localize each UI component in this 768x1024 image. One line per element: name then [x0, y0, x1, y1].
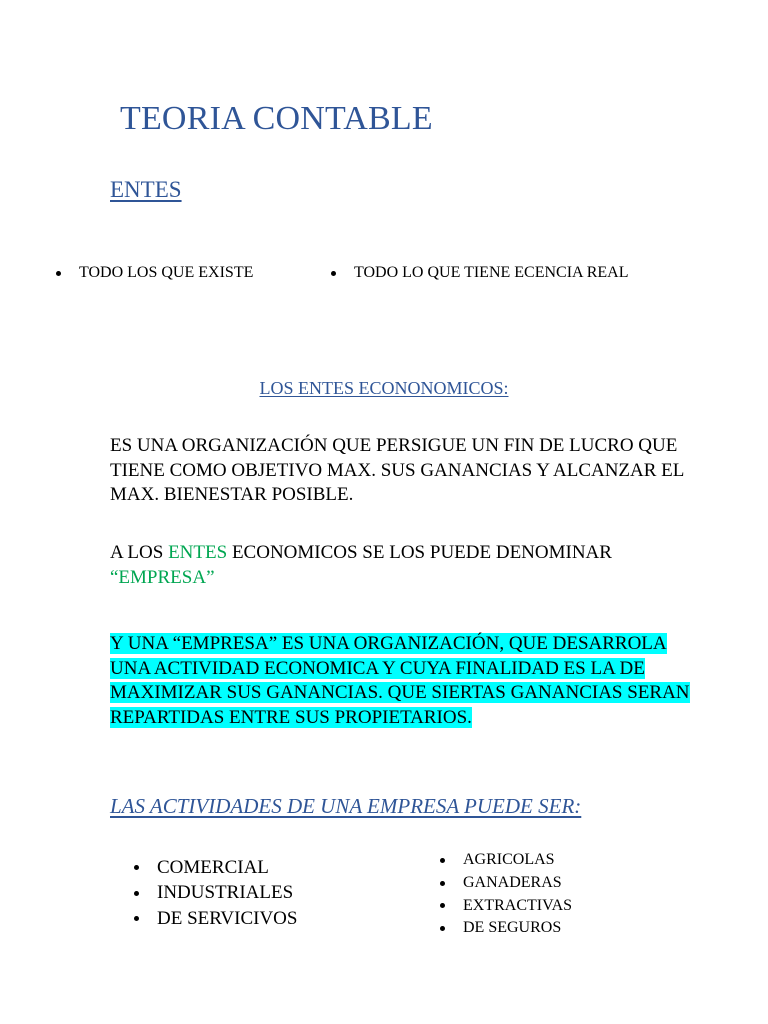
- highlighted-text: Y UNA “EMPRESA” ES UNA ORGANIZACIÓN, QUE DESARROLA UNA ACTIVIDAD ECONOMICA Y CUYA FINALIDAD ES LA DE MAXIMIZAR SUS GANANCIAS. QUE SIERTAS GANANCIAS SERAN REPARTIDAS ENTRE SUS PROPIETARIOS.: [110, 633, 690, 728]
- list-item: INDUSTRIALES: [134, 881, 297, 907]
- activities-list-right: [440, 849, 572, 940]
- highlighted-paragraph: [110, 632, 690, 730]
- definition-text: TODO LO QUE TIENE ECENCIA REAL: [354, 264, 629, 281]
- bullet-icon: [134, 865, 139, 870]
- bullet-icon: [56, 271, 61, 276]
- green-term-empresa: “EMPRESA”: [110, 566, 215, 588]
- activities-list-left: [134, 855, 297, 932]
- empresa-paragraph: [110, 541, 690, 590]
- activities-heading: LAS ACTIVIDADES DE UNA EMPRESA PUEDE SER:: [110, 794, 582, 818]
- bullet-icon: [440, 881, 445, 886]
- paragraph-text: ECONOMICOS SE LOS PUEDE DENOMINAR: [227, 542, 612, 563]
- section-heading-text: LOS ENTES ECONONOMICOS:: [259, 378, 509, 398]
- entes-subtitle: ENTES: [110, 177, 182, 202]
- bullet-icon: [134, 891, 139, 896]
- green-term-entes: ENTES: [168, 542, 228, 563]
- list-item: DE SEGUROS: [440, 917, 572, 940]
- paragraph-text: A LOS: [110, 542, 169, 563]
- list-item: GANADERAS: [440, 872, 572, 895]
- bullet-icon: [440, 858, 445, 863]
- list-item: COMERCIAL: [134, 855, 297, 881]
- section-heading: [0, 378, 768, 399]
- definition-text: TODO LOS QUE EXISTE: [79, 264, 254, 281]
- definition-paragraph: ES UNA ORGANIZACIÓN QUE PERSIGUE UN FIN DE LUCRO QUE TIENE COMO OBJETIVO MAX. SUS GANANCIAS Y ALCANZAR EL MAX. BIENESTAR POSIBLE.: [110, 435, 684, 505]
- definition-item: [56, 264, 253, 282]
- bullet-icon: [440, 926, 445, 931]
- bullet-icon: [134, 916, 139, 921]
- bullet-icon: [440, 903, 445, 908]
- list-item: EXTRACTIVAS: [440, 894, 572, 917]
- list-item: DE SERVICIVOS: [134, 906, 297, 932]
- definition-item: [331, 264, 629, 282]
- document-title: TEORIA CONTABLE: [120, 100, 433, 137]
- bullet-icon: [331, 271, 336, 276]
- list-item: AGRICOLAS: [440, 849, 572, 872]
